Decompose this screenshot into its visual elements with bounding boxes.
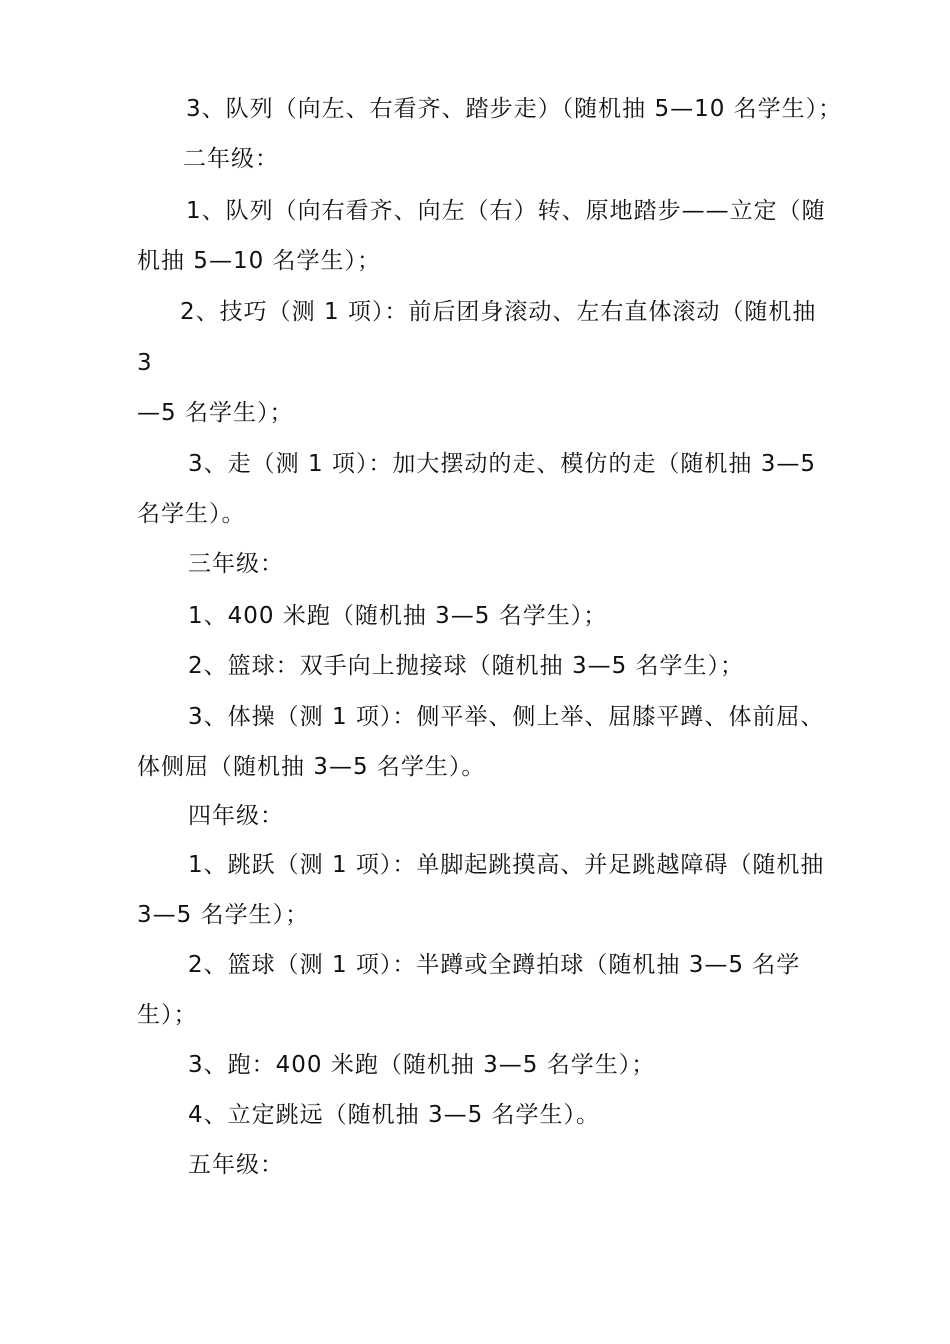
text-line: 2、篮球（测 1 项）：半蹲或全蹲拍球（随机抽 3—5 名学 <box>188 952 801 978</box>
grade-heading: 二年级： <box>183 146 279 172</box>
text-line: 1、队列（向右看齐、向左（右）转、原地踏步——立定（随 <box>186 198 826 224</box>
grade-heading: 五年级： <box>188 1152 284 1178</box>
text-line: 4、立定跳远（随机抽 3—5 名学生）。 <box>188 1102 601 1128</box>
text-line: 3—5 名学生）； <box>137 902 310 928</box>
text-line: 名学生）。 <box>137 501 246 527</box>
text-line: 2、技巧（测 1 项）：前后团身滚动、左右直体滚动（随机抽 <box>180 299 817 325</box>
text-line: 1、跳跃（测 1 项）：单脚起跳摸高、并足跳越障碍（随机抽 <box>188 852 825 878</box>
text-line: 生）； <box>137 1002 198 1028</box>
text-line: 体侧屈（随机抽 3—5 名学生）。 <box>137 754 486 780</box>
text-line: 1、400 米跑（随机抽 3—5 名学生）； <box>188 603 608 629</box>
text-line: 3、走（测 1 项）：加大摆动的走、模仿的走（随机抽 3—5 <box>188 451 816 477</box>
grade-heading: 三年级： <box>188 551 284 577</box>
grade-heading: 四年级： <box>188 803 284 829</box>
text-line: 3、跑：400 米跑（随机抽 3—5 名学生）； <box>188 1052 656 1078</box>
text-line: 2、篮球：双手向上抛接球（随机抽 3—5 名学生）； <box>188 653 745 679</box>
text-line: 3 <box>137 350 153 376</box>
text-line: 3、体操（测 1 项）：侧平举、侧上举、屈膝平蹲、体前屈、 <box>188 704 825 730</box>
text-line: 机抽 5—10 名学生）； <box>137 248 382 274</box>
text-line: 3、队列（向左、右看齐、踏步走）（随机抽 5—10 名学生）； <box>186 96 843 122</box>
text-line: —5 名学生）； <box>137 400 294 426</box>
